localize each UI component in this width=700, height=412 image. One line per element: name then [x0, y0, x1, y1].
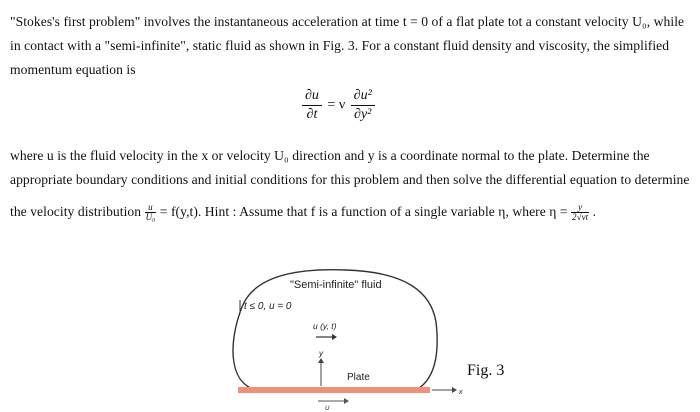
rhs-numerator: ∂u² [351, 88, 375, 106]
y-axis-arrowhead [318, 358, 324, 363]
intro-line-3: momentum equation is [10, 62, 136, 77]
equation-operator: = ν [327, 97, 346, 113]
rhs-fraction [351, 88, 375, 123]
fluid-title: "Semi-infinite" fluid [290, 279, 382, 291]
initial-condition: t ≤ 0, u = 0 [244, 301, 292, 312]
eta-numerator: y [571, 203, 589, 213]
rhs-denominator: ∂y² [354, 107, 372, 122]
ratio-numerator: u [145, 203, 157, 213]
task-line-2: appropriate boundary conditions and initial conditions for this problem and then solve the differential equation to determine [10, 172, 690, 187]
plate-label: Plate [347, 372, 370, 383]
task-line-3 [10, 200, 690, 224]
task-line-3-end: . [592, 204, 597, 219]
task-line-3-start: the velocity distribution [10, 204, 142, 219]
eta-fraction [571, 203, 589, 222]
x-axis-label: x [459, 389, 463, 396]
task-line-1: where u is the fluid velocity in the x or velocity U₀ direction and y is a coordinate normal to the plate. Determine the [10, 148, 650, 163]
eta-denominator: 2√νt [572, 212, 589, 223]
y-axis-label: y [319, 349, 323, 358]
velocity-ratio [145, 203, 157, 222]
task-paragraph [10, 144, 690, 224]
task-line-3-mid: = f(y,t). Hint : Assume that f is a function of a single variable η, where η = [159, 204, 568, 219]
lhs-fraction [302, 88, 322, 123]
momentum-equation [300, 88, 377, 123]
plate-velocity-arrowhead [344, 398, 349, 404]
velocity-profile-label: u (y, t) [313, 321, 337, 331]
stokes-figure [226, 262, 526, 412]
intro-paragraph [10, 10, 690, 82]
lhs-numerator: ∂u [302, 88, 322, 106]
lhs-denominator: ∂t [306, 107, 318, 122]
velocity-arrowhead [332, 334, 337, 340]
plate [238, 387, 430, 393]
intro-line-2: in contact with a "semi-infinite", static fluid as shown in Fig. 3. For a constant fluid density and viscosity, the simplified [10, 38, 670, 53]
ratio-denominator: U₀ [145, 212, 156, 223]
x-axis-arrowhead [452, 387, 457, 393]
intro-line-1: "Stokes's first problem" involves the instantaneous acceleration at time t = 0 of a flat plate tot a constant velocity U₀, while [10, 14, 685, 29]
figure-caption: Fig. 3 [467, 362, 505, 379]
plate-velocity-label: U [325, 406, 330, 412]
